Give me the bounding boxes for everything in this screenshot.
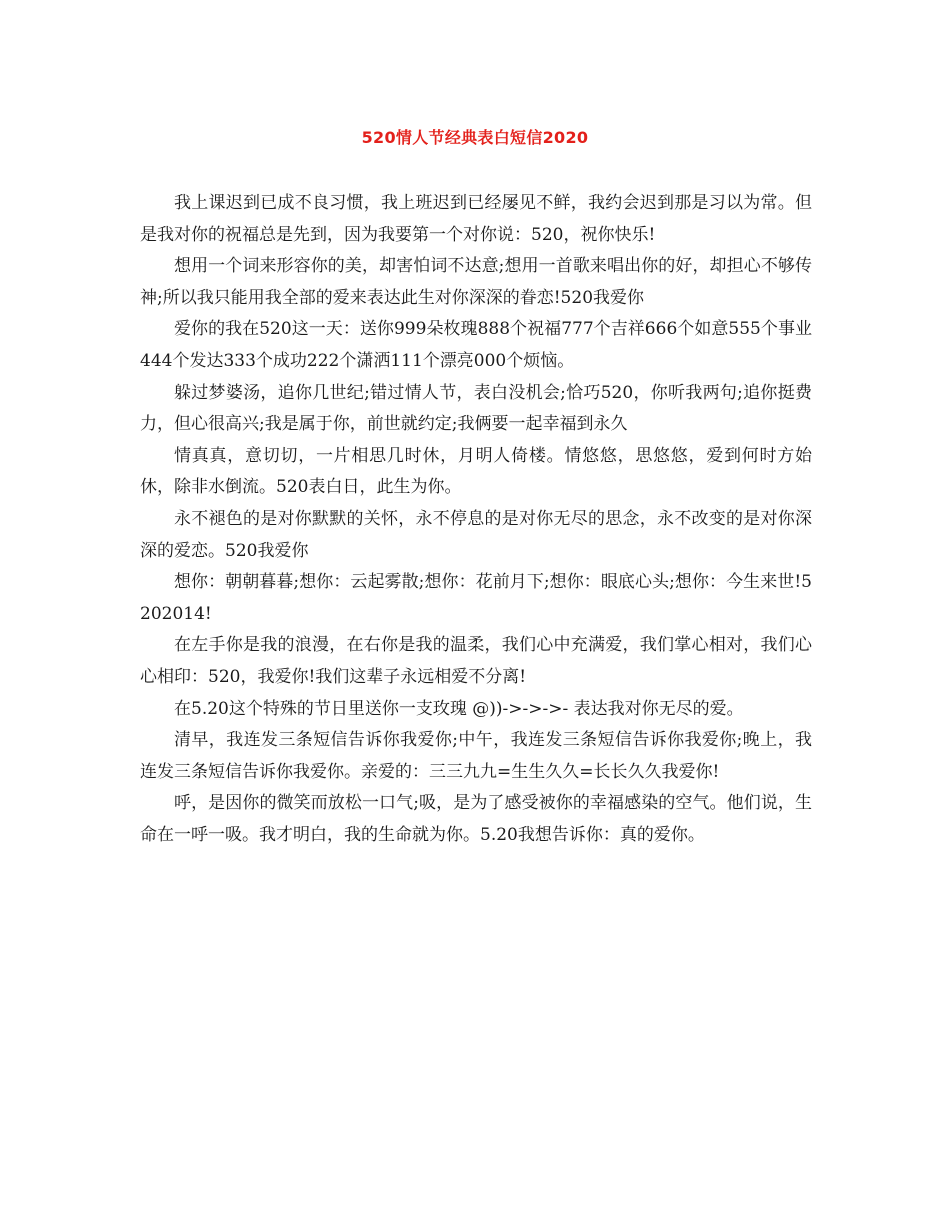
paragraph-4: 躲过梦婆汤，追你几世纪;错过情人节，表白没机会;恰巧520，你听我两句;追你挺费力，但心很高兴;我是属于你，前世就约定;我俩要一起幸福到永久 [140, 382, 812, 435]
paragraph-7: 想你：朝朝暮暮;想你：云起雾散;想你：花前月下;想你：眼底心头;想你：今生来世!5202014! [140, 572, 812, 624]
document-body [140, 188, 812, 851]
paragraph-11: 呼，是因你的微笑而放松一口气;吸，是为了感受被你的幸福感染的空气。他们说，生命在一呼一吸。我才明白，我的生命就为你。5.20我想告诉你：真的爱你。 [140, 793, 812, 845]
paragraph-2: 想用一个词来形容你的美，却害怕词不达意;想用一首歌来唱出你的好，却担心不够传神;所以我只能用我全部的爱来表达此生对你深深的眷恋!520我爱你 [140, 256, 812, 308]
paragraph-9: 在5.20这个特殊的节日里送你一支玫瑰 @))->->->- 表达我对你无尽的爱。 [174, 698, 744, 719]
paragraph-8: 在左手你是我的浪漫，在右你是我的温柔，我们心中充满爱，我们掌心相对，我们心心相印：520，我爱你!我们这辈子永远相爱不分离! [140, 635, 812, 687]
paragraph-5: 情真真，意切切，一片相思几时休，月明人倚楼。情悠悠，思悠悠，爱到何时方始休，除非水倒流。520表白日，此生为你。 [140, 445, 812, 498]
document-title: 520情人节经典表白短信2020 [361, 128, 589, 147]
paragraph-6: 永不褪色的是对你默默的关怀，永不停息的是对你无尽的思念，永不改变的是对你深深的爱恋。520我爱你 [140, 508, 812, 561]
paragraph-10: 清早，我连发三条短信告诉你我爱你;中午，我连发三条短信告诉你我爱你;晚上，我连发三条短信告诉你我爱你。亲爱的：三三九九=生生久久=长长久久我爱你! [140, 730, 812, 782]
paragraph-1: 我上课迟到已成不良习惯，我上班迟到已经屡见不鲜，我约会迟到那是习以为常。但是我对你的祝福总是先到，因为我要第一个对你说：520，祝你快乐! [140, 193, 812, 245]
paragraph-3: 爱你的我在520这一天：送你999朵枚瑰888个祝福777个吉祥666个如意555个事业444个发达333个成功222个潇洒111个漂亮000个烦恼。 [140, 319, 812, 371]
